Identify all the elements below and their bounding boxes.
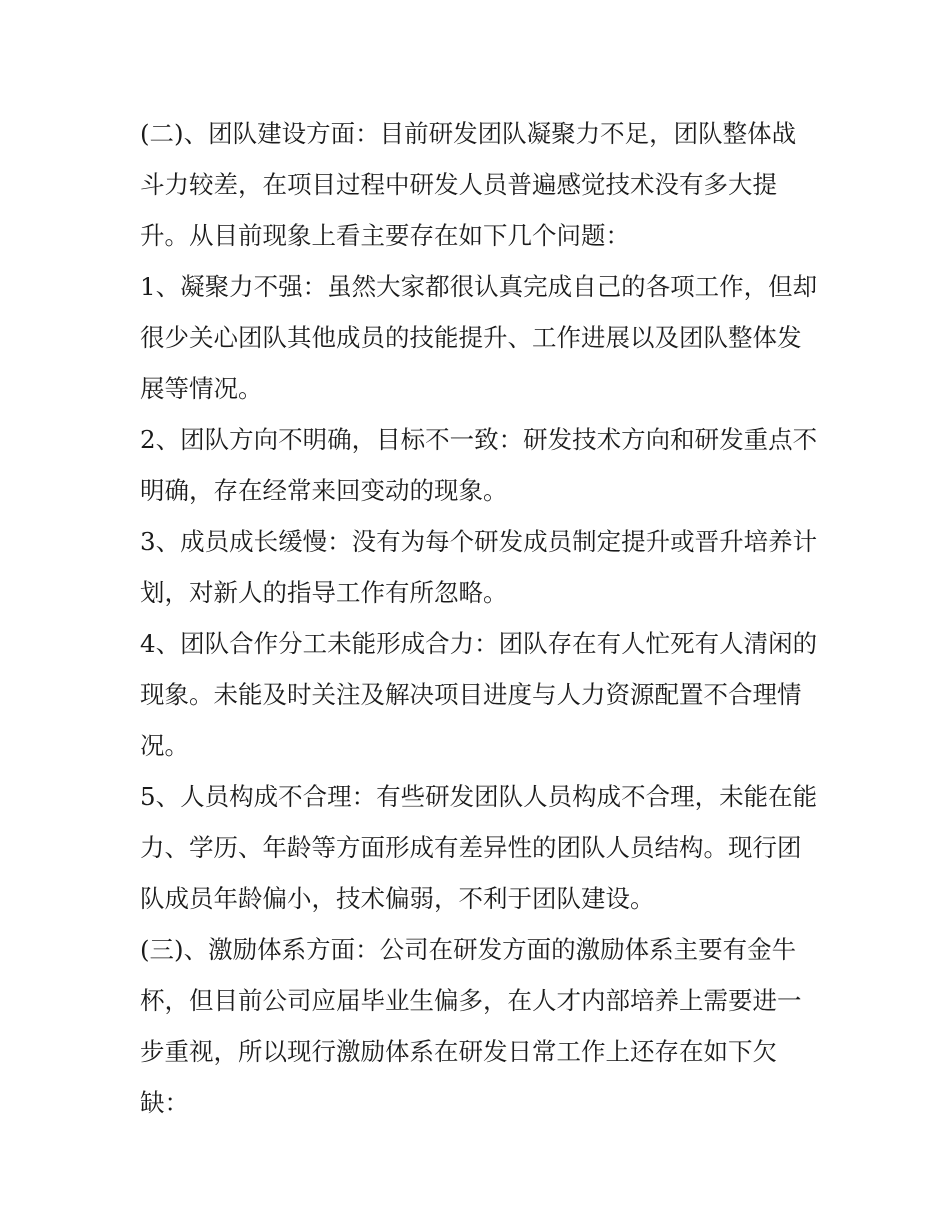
paragraph-item-1: 1、凝聚力不强：虽然大家都很认真完成自己的各项工作，但却很少关心团队其他成员的技能提升、工作进展以及团队整体发展等情况。 [140,272,818,403]
paragraph-item-5: 5、人员构成不合理：有些研发团队人员构成不合理，未能在能力、学历、年龄等方面形成有差异性的团队人员结构。现行团队成员年龄偏小，技术偏弱，不利于团队建设。 [140,782,818,913]
document-body [140,108,820,1128]
paragraph-item-2: 2、团队方向不明确，目标不一致：研发技术方向和研发重点不明确，存在经常来回变动的现象。 [140,425,818,505]
paragraph-incentive-system: (三)、激励体系方面：公司在研发方面的激励体系主要有金牛杯，但目前公司应届毕业生偏多，在人才内部培养上需要进一步重视，所以现行激励体系在研发日常工作上还存在如下欠缺： [140,935,802,1117]
paragraph-team-building: (二)、团队建设方面：目前研发团队凝聚力不足，团队整体战斗力较差，在项目过程中研发人员普遍感觉技术没有多大提升。从目前现象上看主要存在如下几个问题： [140,119,797,250]
paragraph-item-3: 3、成员成长缓慢：没有为每个研发成员制定提升或晋升培养计划，对新人的指导工作有所忽略。 [140,527,818,607]
paragraph-item-4: 4、团队合作分工未能形成合力：团队存在有人忙死有人清闲的现象。未能及时关注及解决项目进度与人力资源配置不合理情况。 [140,629,818,760]
